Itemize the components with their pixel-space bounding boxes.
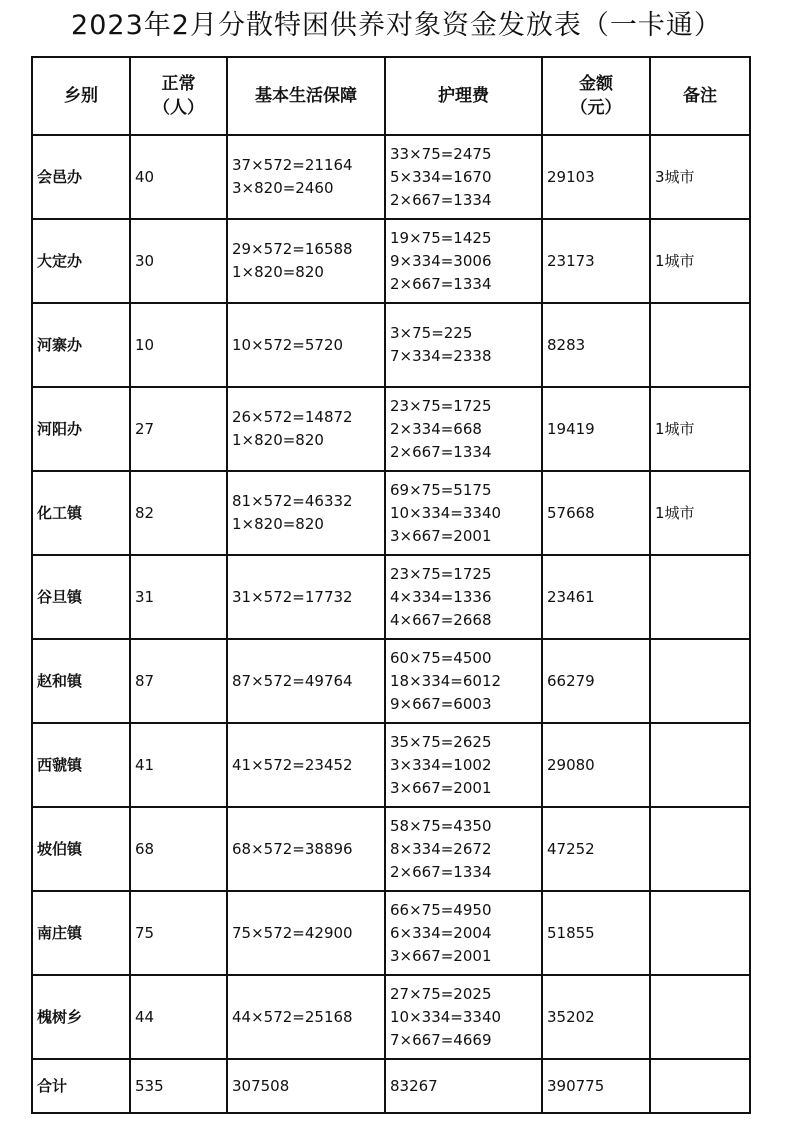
township-cell: 河寨办 bbox=[32, 303, 130, 387]
nursing-fee-cell bbox=[385, 303, 542, 387]
basic-living-line: 1×820=820 bbox=[232, 263, 324, 281]
nursing-fee-line: 2×667=1334 bbox=[390, 190, 492, 209]
table-row bbox=[32, 891, 750, 975]
note-cell bbox=[650, 723, 750, 807]
count-cell: 27 bbox=[130, 387, 227, 471]
table-row bbox=[32, 807, 750, 891]
nursing-fee-line: 2×667=1334 bbox=[390, 274, 492, 293]
township-cell: 大定办 bbox=[32, 219, 130, 303]
total-label: 合计 bbox=[32, 1059, 130, 1113]
note-cell: 1城市 bbox=[650, 387, 750, 471]
count-cell: 75 bbox=[130, 891, 227, 975]
table-header-row bbox=[32, 57, 750, 135]
table-row bbox=[32, 387, 750, 471]
nursing-fee-line: 9×667=6003 bbox=[390, 694, 492, 713]
nursing-fee-line: 60×75=4500 bbox=[390, 648, 492, 667]
nursing-fee-line: 2×667=1334 bbox=[390, 442, 492, 461]
nursing-fee-line: 3×667=2001 bbox=[390, 526, 492, 545]
nursing-fee-line: 66×75=4950 bbox=[390, 900, 492, 919]
header-unit: （元） bbox=[570, 98, 622, 118]
amount-cell: 8283 bbox=[542, 303, 650, 387]
township-cell: 河阳办 bbox=[32, 387, 130, 471]
header-unit: （人） bbox=[153, 98, 204, 118]
header-label: 乡别 bbox=[64, 86, 98, 106]
header-label: 备注 bbox=[683, 86, 717, 106]
basic-living-line: 1×820=820 bbox=[232, 515, 324, 533]
table-row bbox=[32, 975, 750, 1059]
basic-living-cell bbox=[227, 387, 385, 471]
header-label: 金额 bbox=[579, 74, 613, 94]
township-cell: 坡伯镇 bbox=[32, 807, 130, 891]
note-cell bbox=[650, 975, 750, 1059]
header-nursing-fee bbox=[385, 57, 542, 135]
township-cell: 西虢镇 bbox=[32, 723, 130, 807]
basic-living-cell bbox=[227, 303, 385, 387]
township-cell: 槐树乡 bbox=[32, 975, 130, 1059]
nursing-fee-line: 3×667=2001 bbox=[390, 778, 492, 797]
basic-living-line: 31×572=17732 bbox=[232, 587, 353, 606]
total-nursing: 83267 bbox=[385, 1059, 542, 1113]
nursing-fee-line: 58×75=4350 bbox=[390, 816, 492, 835]
township-cell: 会邑办 bbox=[32, 135, 130, 219]
count-cell: 82 bbox=[130, 471, 227, 555]
nursing-fee-cell bbox=[385, 891, 542, 975]
township-cell: 南庄镇 bbox=[32, 891, 130, 975]
nursing-fee-cell bbox=[385, 135, 542, 219]
township-cell: 化工镇 bbox=[32, 471, 130, 555]
basic-living-line: 37×572=21164 bbox=[232, 156, 353, 174]
note-cell bbox=[650, 555, 750, 639]
basic-living-cell bbox=[227, 891, 385, 975]
amount-cell: 66279 bbox=[542, 639, 650, 723]
amount-cell: 51855 bbox=[542, 891, 650, 975]
header-label: 护理费 bbox=[438, 86, 489, 106]
basic-living-cell bbox=[227, 555, 385, 639]
total-basic: 307508 bbox=[227, 1059, 385, 1113]
header-township bbox=[32, 57, 130, 135]
count-cell: 40 bbox=[130, 135, 227, 219]
nursing-fee-line: 2×667=1334 bbox=[390, 862, 492, 881]
count-cell: 31 bbox=[130, 555, 227, 639]
nursing-fee-line: 69×75=5175 bbox=[390, 480, 492, 499]
nursing-fee-line: 10×334=3340 bbox=[390, 1007, 502, 1026]
amount-cell: 47252 bbox=[542, 807, 650, 891]
header-count bbox=[130, 57, 227, 135]
nursing-fee-line: 19×75=1425 bbox=[390, 228, 492, 247]
nursing-fee-cell bbox=[385, 387, 542, 471]
table-body bbox=[32, 135, 750, 1059]
basic-living-cell bbox=[227, 135, 385, 219]
basic-living-line: 1×820=820 bbox=[232, 431, 324, 449]
note-cell: 3城市 bbox=[650, 135, 750, 219]
nursing-fee-line: 3×334=1002 bbox=[390, 755, 492, 774]
nursing-fee-line: 7×667=4669 bbox=[390, 1030, 492, 1049]
header-note bbox=[650, 57, 750, 135]
nursing-fee-line: 3×667=2001 bbox=[390, 946, 492, 965]
nursing-fee-line: 9×334=3006 bbox=[390, 251, 492, 270]
nursing-fee-line: 23×75=1725 bbox=[390, 396, 492, 415]
basic-living-line: 87×572=49764 bbox=[232, 671, 353, 690]
nursing-fee-line: 4×334=1336 bbox=[390, 587, 492, 606]
basic-living-cell bbox=[227, 807, 385, 891]
basic-living-line: 75×572=42900 bbox=[232, 923, 353, 942]
total-amount: 390775 bbox=[542, 1059, 650, 1113]
grant-table bbox=[31, 56, 751, 1114]
count-cell: 87 bbox=[130, 639, 227, 723]
document-title: 2023年2月分散特困供养对象资金发放表（一卡通） bbox=[71, 10, 722, 41]
table-row bbox=[32, 639, 750, 723]
township-cell: 赵和镇 bbox=[32, 639, 130, 723]
note-cell bbox=[650, 303, 750, 387]
amount-cell: 35202 bbox=[542, 975, 650, 1059]
nursing-fee-cell bbox=[385, 555, 542, 639]
nursing-fee-line: 35×75=2625 bbox=[390, 732, 492, 751]
basic-living-cell bbox=[227, 471, 385, 555]
header-label: 正常 bbox=[161, 74, 196, 94]
amount-cell: 29103 bbox=[542, 135, 650, 219]
table-row bbox=[32, 723, 750, 807]
count-cell: 68 bbox=[130, 807, 227, 891]
nursing-fee-cell bbox=[385, 219, 542, 303]
note-cell bbox=[650, 807, 750, 891]
note-cell: 1城市 bbox=[650, 219, 750, 303]
basic-living-line: 29×572=16588 bbox=[232, 240, 353, 258]
nursing-fee-cell bbox=[385, 639, 542, 723]
nursing-fee-line: 23×75=1725 bbox=[390, 564, 492, 583]
table-row bbox=[32, 135, 750, 219]
table-row bbox=[32, 219, 750, 303]
count-cell: 41 bbox=[130, 723, 227, 807]
nursing-fee-line: 7×334=2338 bbox=[390, 347, 492, 365]
nursing-fee-line: 33×75=2475 bbox=[390, 144, 492, 163]
header-basic-living bbox=[227, 57, 385, 135]
basic-living-line: 41×572=23452 bbox=[232, 755, 353, 774]
nursing-fee-line: 18×334=6012 bbox=[390, 671, 502, 690]
basic-living-cell bbox=[227, 975, 385, 1059]
nursing-fee-line: 5×334=1670 bbox=[390, 167, 492, 186]
count-cell: 30 bbox=[130, 219, 227, 303]
basic-living-line: 81×572=46332 bbox=[232, 492, 353, 510]
nursing-fee-line: 3×75=225 bbox=[390, 324, 473, 342]
table-row bbox=[32, 471, 750, 555]
basic-living-line: 44×572=25168 bbox=[232, 1007, 353, 1026]
total-note bbox=[650, 1059, 750, 1113]
basic-living-line: 26×572=14872 bbox=[232, 408, 353, 426]
header-amount bbox=[542, 57, 650, 135]
note-cell bbox=[650, 639, 750, 723]
nursing-fee-line: 2×334=668 bbox=[390, 419, 482, 438]
table-row bbox=[32, 303, 750, 387]
note-cell: 1城市 bbox=[650, 471, 750, 555]
amount-cell: 29080 bbox=[542, 723, 650, 807]
basic-living-line: 10×572=5720 bbox=[232, 335, 344, 354]
amount-cell: 19419 bbox=[542, 387, 650, 471]
nursing-fee-line: 6×334=2004 bbox=[390, 923, 492, 942]
nursing-fee-line: 27×75=2025 bbox=[390, 984, 492, 1003]
amount-cell: 23173 bbox=[542, 219, 650, 303]
total-row bbox=[32, 1059, 750, 1113]
nursing-fee-line: 4×667=2668 bbox=[390, 610, 492, 629]
amount-cell: 57668 bbox=[542, 471, 650, 555]
nursing-fee-line: 8×334=2672 bbox=[390, 839, 492, 858]
count-cell: 44 bbox=[130, 975, 227, 1059]
total-count: 535 bbox=[130, 1059, 227, 1113]
basic-living-cell bbox=[227, 219, 385, 303]
count-cell: 10 bbox=[130, 303, 227, 387]
nursing-fee-cell bbox=[385, 471, 542, 555]
table-row bbox=[32, 555, 750, 639]
basic-living-cell bbox=[227, 723, 385, 807]
basic-living-line: 68×572=38896 bbox=[232, 839, 353, 858]
header-label: 基本生活保障 bbox=[255, 86, 357, 106]
nursing-fee-cell bbox=[385, 723, 542, 807]
nursing-fee-cell bbox=[385, 975, 542, 1059]
basic-living-line: 3×820=2460 bbox=[232, 179, 334, 197]
nursing-fee-line: 10×334=3340 bbox=[390, 503, 502, 522]
nursing-fee-cell bbox=[385, 807, 542, 891]
basic-living-cell bbox=[227, 639, 385, 723]
township-cell: 谷旦镇 bbox=[32, 555, 130, 639]
amount-cell: 23461 bbox=[542, 555, 650, 639]
note-cell bbox=[650, 891, 750, 975]
